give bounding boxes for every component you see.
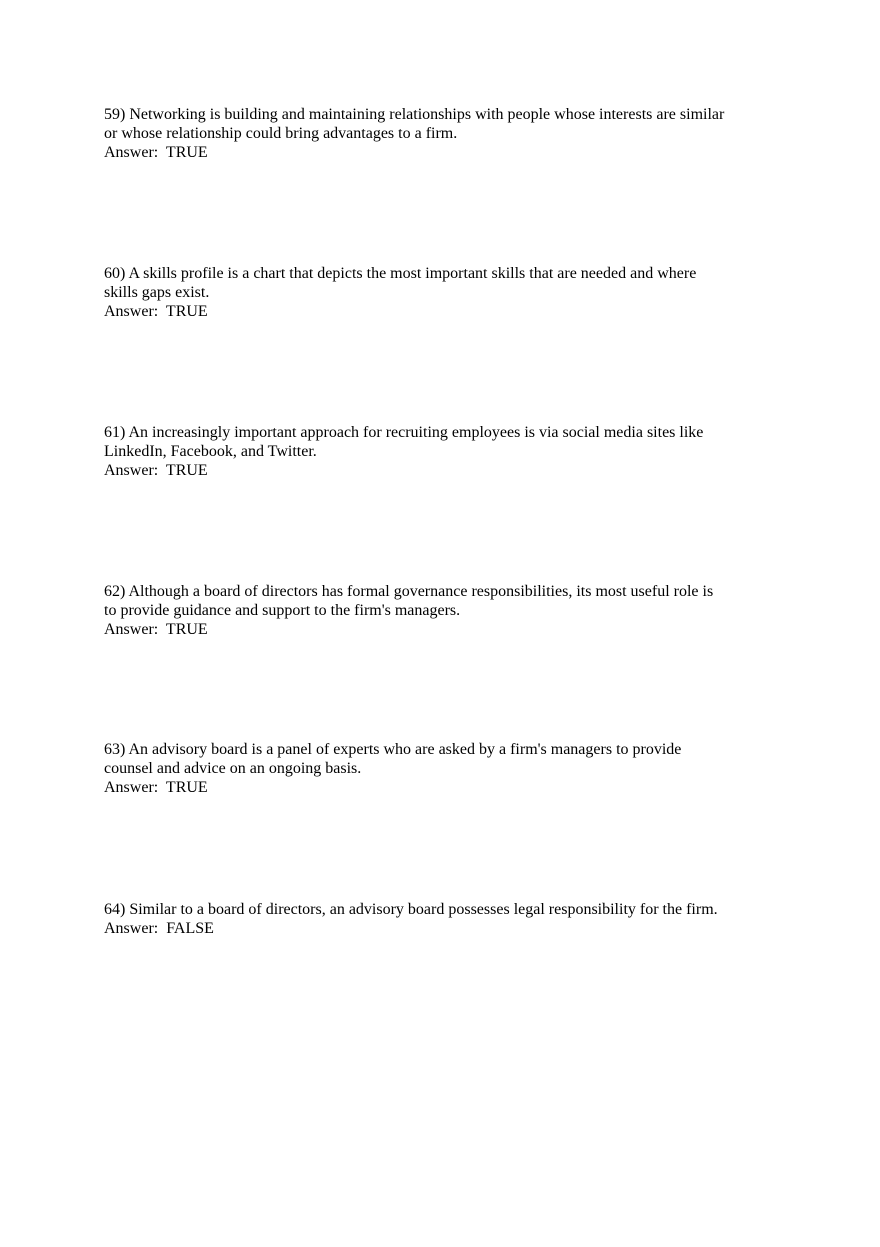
answer-text: Answer: TRUE [104,303,208,320]
question-text-line: or whose relationship could bring advantages to a firm. [104,125,458,142]
question-text-line: counsel and advice on an ongoing basis. [104,760,362,777]
question-64 [104,900,794,938]
answer-text: Answer: TRUE [104,144,208,161]
question-text-line: 60) A skills profile is a chart that depicts the most important skills that are needed and where [104,265,697,282]
question-62 [104,582,794,639]
question-text-line: LinkedIn, Facebook, and Twitter. [104,443,317,460]
question-text-line: 64) Similar to a board of directors, an advisory board possesses legal responsibility for the firm. [104,901,718,918]
question-text-line: skills gaps exist. [104,284,210,301]
question-60 [104,264,794,321]
question-text-line: 59) Networking is building and maintaining relationships with people whose interests are similar [104,106,725,123]
question-text-line: 62) Although a board of directors has formal governance responsibilities, its most useful role is [104,583,714,600]
answer-text: Answer: TRUE [104,462,208,479]
answer-text: Answer: TRUE [104,621,208,638]
question-63 [104,740,794,797]
question-text-line: 63) An advisory board is a panel of experts who are asked by a firm's managers to provide [104,741,682,758]
question-text-line: 61) An increasingly important approach for recruiting employees is via social media sites like [104,424,704,441]
question-59 [104,105,794,162]
question-text-line: to provide guidance and support to the firm's managers. [104,602,461,619]
answer-text: Answer: TRUE [104,779,208,796]
question-61 [104,423,794,480]
answer-text: Answer: FALSE [104,920,214,937]
